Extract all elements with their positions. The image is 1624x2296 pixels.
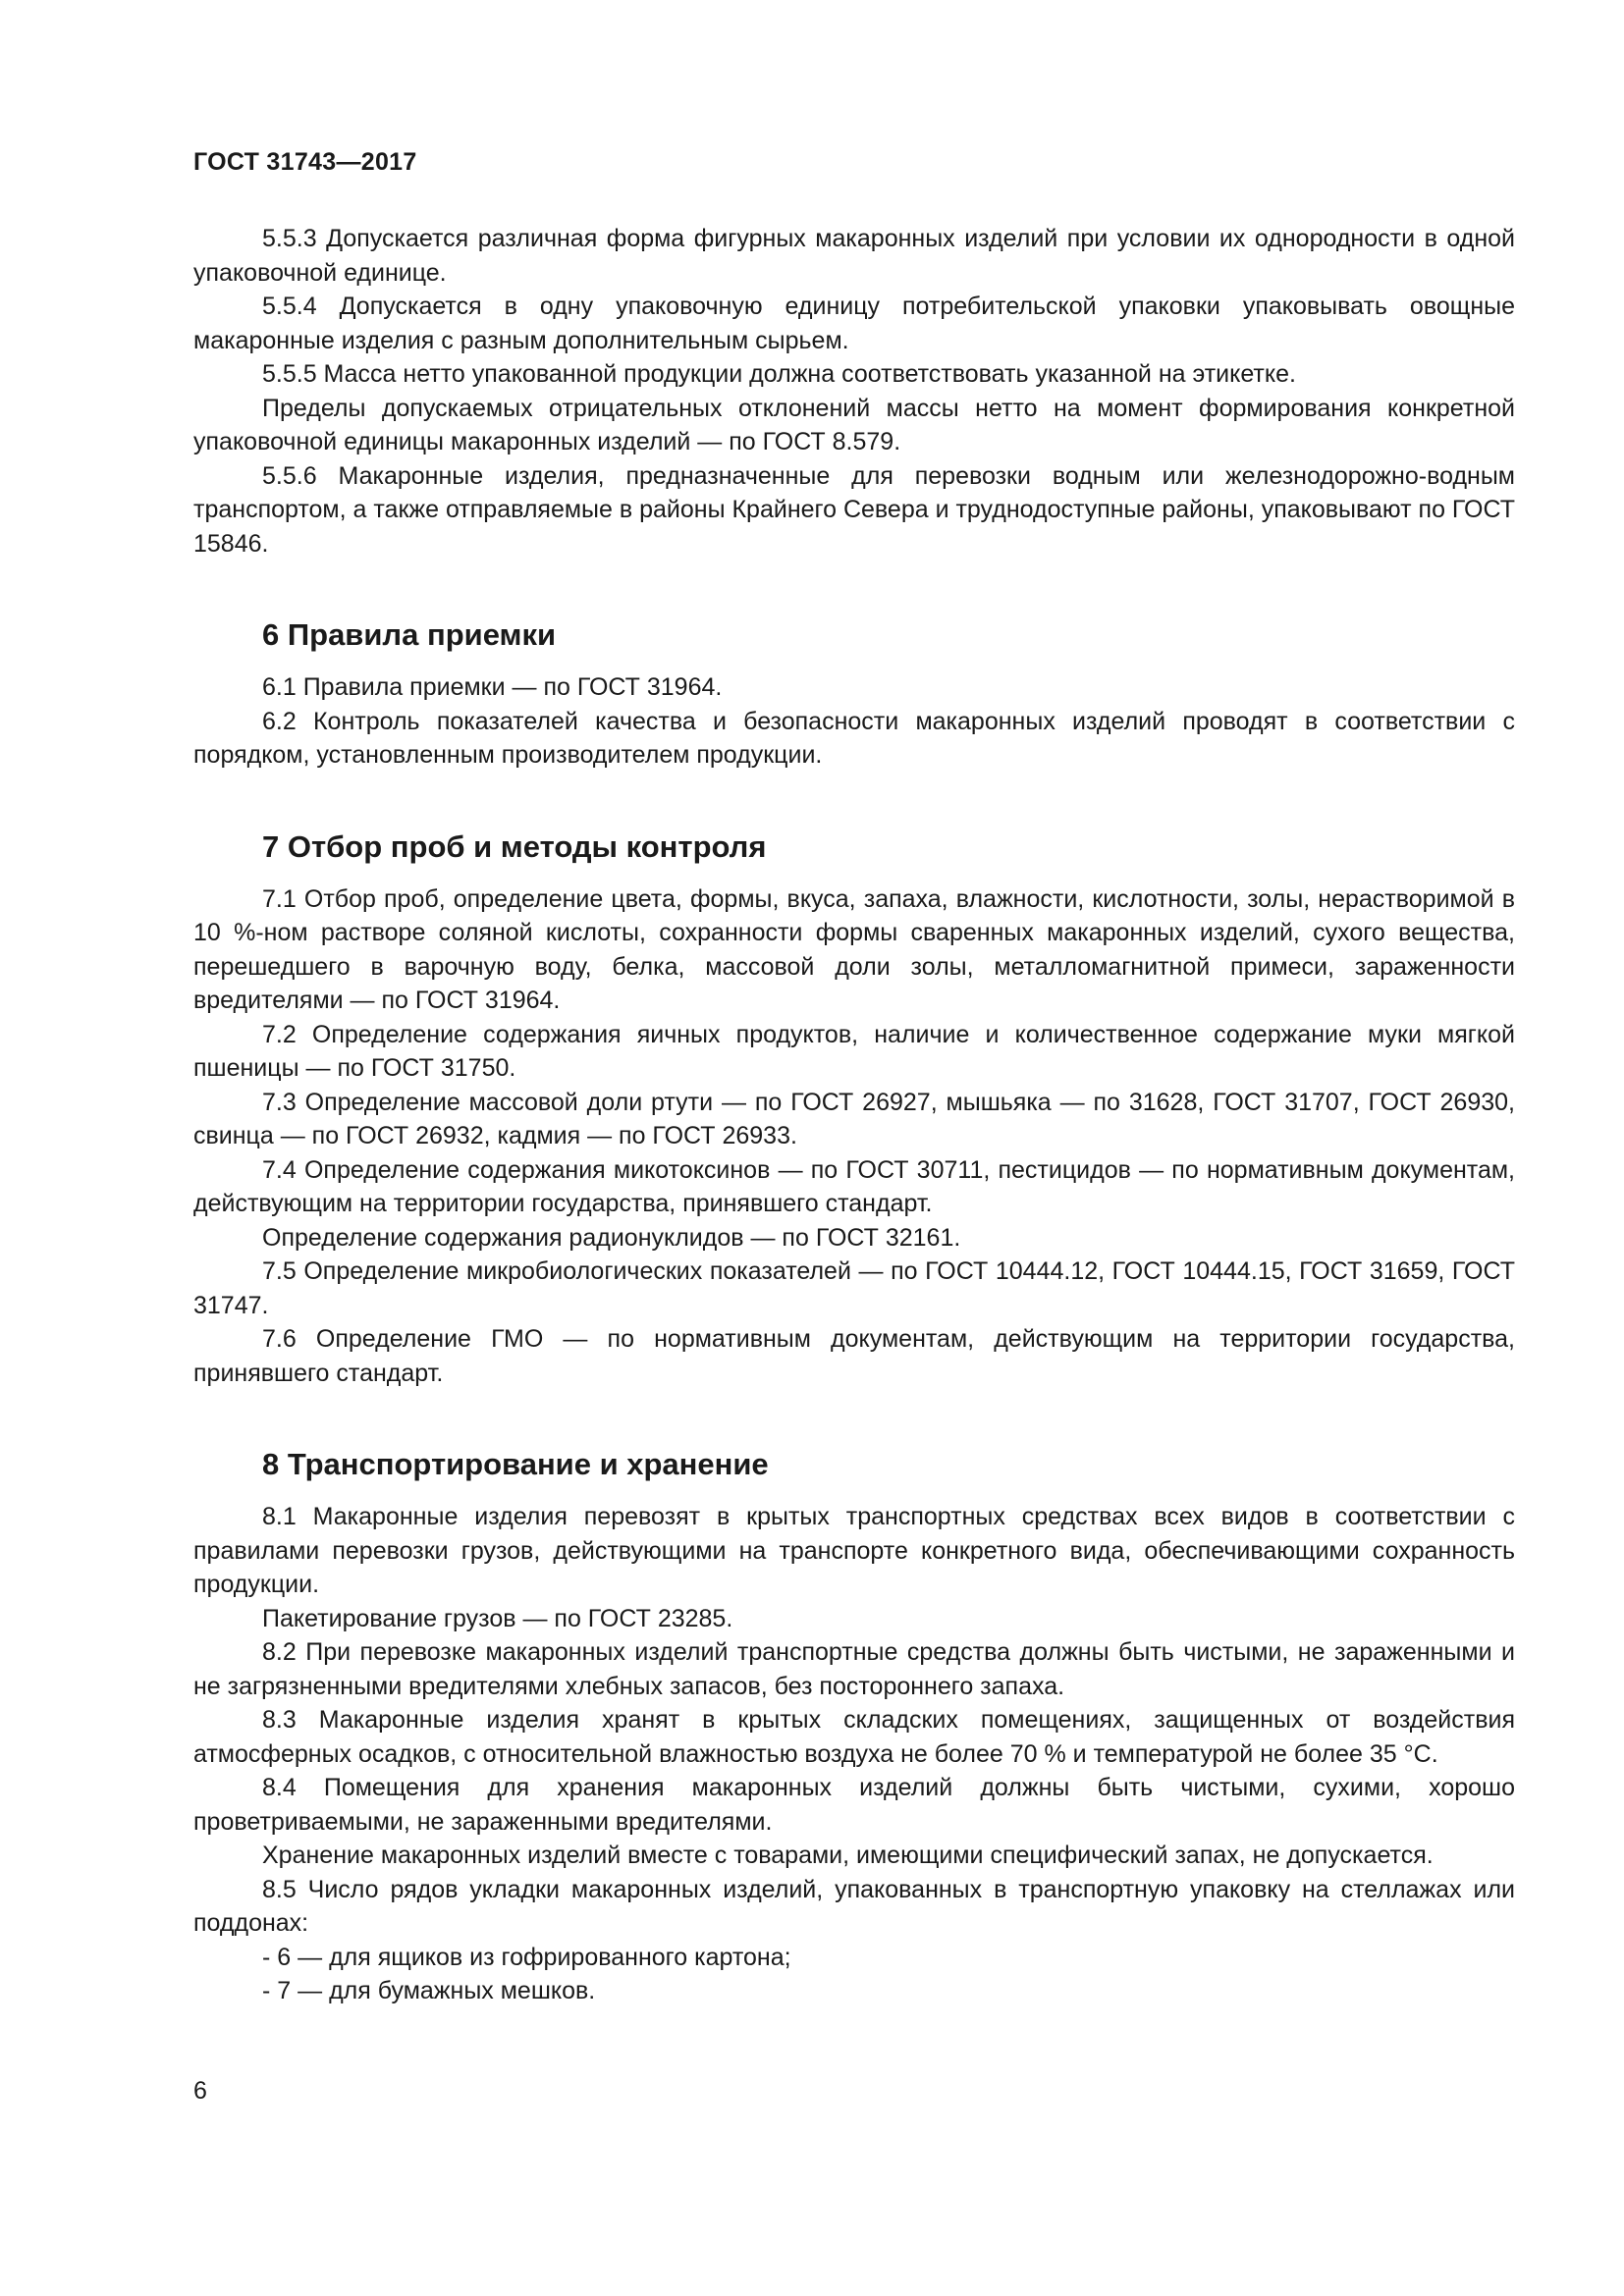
paragraph-8-3: 8.3 Макаронные изделия хранят в крытых складских помещениях, защищенных от воздействия атмосферных осадков, с относительной влажностью воздуха не более 70 % и температурой не более 35 °С. <box>193 1706 1515 1768</box>
list-item: - 7 — для бумажных мешков. <box>262 1977 596 2004</box>
paragraph-8-1: 8.1 Макаронные изделия перевозят в крытых транспортных средствах всех видов в соответствии с правилами перевозки грузов, действующими на транспорте конкретного вида, обеспечивающими сохранность продукции. <box>193 1503 1515 1598</box>
paragraph-7-3: 7.3 Определение массовой доли ртути — по ГОСТ 26927, мышьяка — по 31628, ГОСТ 31707, ГОСТ 26930, свинца — по ГОСТ 26932, кадмия — по ГОСТ 26933. <box>193 1088 1515 1149</box>
paragraph-5-5-5-limits: Пределы допускаемых отрицательных отклонений массы нетто на момент формирования конкретной упаковочной единицы макаронных изделий — по ГОСТ 8.579. <box>193 394 1515 455</box>
document-header: ГОСТ 31743—2017 <box>193 148 417 176</box>
paragraph-5-5-5: 5.5.5 Масса нетто упакованной продукции должна соответствовать указанной на этикетке. <box>262 360 1296 388</box>
paragraph-5-5-4: 5.5.4 Допускается в одну упаковочную единицу потребительской упаковки упаковывать овощные макаронные изделия с разным дополнительным сырьем. <box>193 293 1515 354</box>
paragraph-5-5-6: 5.5.6 Макаронные изделия, предназначенные для перевозки водным или железнодорожно-водным транспортом, а также отправляемые в районы Крайнего Севера и труднодоступные районы, упаковывают по ГОСТ 15846. <box>193 461 1515 558</box>
page-body <box>193 222 1515 2008</box>
page-number: 6 <box>193 2077 207 2105</box>
section-7-heading: 7 Отбор проб и методы контроля <box>262 828 767 864</box>
paragraph-7-1: 7.1 Отбор проб, определение цвета, формы, вкуса, запаха, влажности, кислотности, золы, нерастворимой в 10 %-ном растворе соляной кислоты, сохранности формы сваренных макаронных изделий, сухого вещества, перешедшего в варочную воду, белка, массовой доли золы, металломагнитной примеси, зараженности вредителями — по ГОСТ 31964. <box>193 884 1515 1014</box>
paragraph-8-1-packaging: Пакетирование грузов — по ГОСТ 23285. <box>262 1604 733 1632</box>
paragraph-7-4: 7.4 Определение содержания микотоксинов — по ГОСТ 30711, пестицидов — по нормативным документам, действующим на территории государства, принявшего стандарт. <box>193 1155 1515 1217</box>
paragraph-8-4-storage: Хранение макаронных изделий вместе с товарами, имеющими специфический запах, не допускается. <box>262 1842 1434 1869</box>
paragraph-5-5-3: 5.5.3 Допускается различная форма фигурных макаронных изделий при условии их однородности в одной упаковочной единице. <box>193 225 1515 287</box>
section-6-heading: 6 Правила приемки <box>262 617 557 652</box>
paragraph-8-5: 8.5 Число рядов укладки макаронных изделий, упакованных в транспортную упаковку на стеллажах или поддонах: <box>193 1875 1515 1937</box>
list-item: - 6 — для ящиков из гофрированного картона; <box>262 1943 791 1971</box>
paragraph-7-6: 7.6 Определение ГМО — по нормативным документам, действующим на территории государства, принявшего стандарт. <box>193 1325 1515 1387</box>
section-8-heading: 8 Транспортирование и хранение <box>262 1447 769 1481</box>
paragraph-8-4: 8.4 Помещения для хранения макаронных изделий должны быть чистыми, сухими, хорошо проветриваемыми, не зараженными вредителями. <box>193 1774 1515 1836</box>
paragraph-7-2: 7.2 Определение содержания яичных продуктов, наличие и количественное содержание муки мягкой пшеницы — по ГОСТ 31750. <box>193 1020 1515 1082</box>
paragraph-6-1: 6.1 Правила приемки — по ГОСТ 31964. <box>262 673 723 701</box>
paragraph-6-2: 6.2 Контроль показателей качества и безопасности макаронных изделий проводят в соответствии с порядком, установленным производителем продукции. <box>193 707 1515 769</box>
paragraph-8-2: 8.2 При перевозке макаронных изделий транспортные средства должны быть чистыми, не зараженными и не загрязненными вредителями хлебных запасов, без постороннего запаха. <box>193 1638 1515 1700</box>
paragraph-7-5: 7.5 Определение микробиологических показателей — по ГОСТ 10444.12, ГОСТ 10444.15, ГОСТ 31659, ГОСТ 31747. <box>193 1257 1515 1319</box>
paragraph-7-4-radionuclides: Определение содержания радионуклидов — по ГОСТ 32161. <box>262 1223 961 1252</box>
